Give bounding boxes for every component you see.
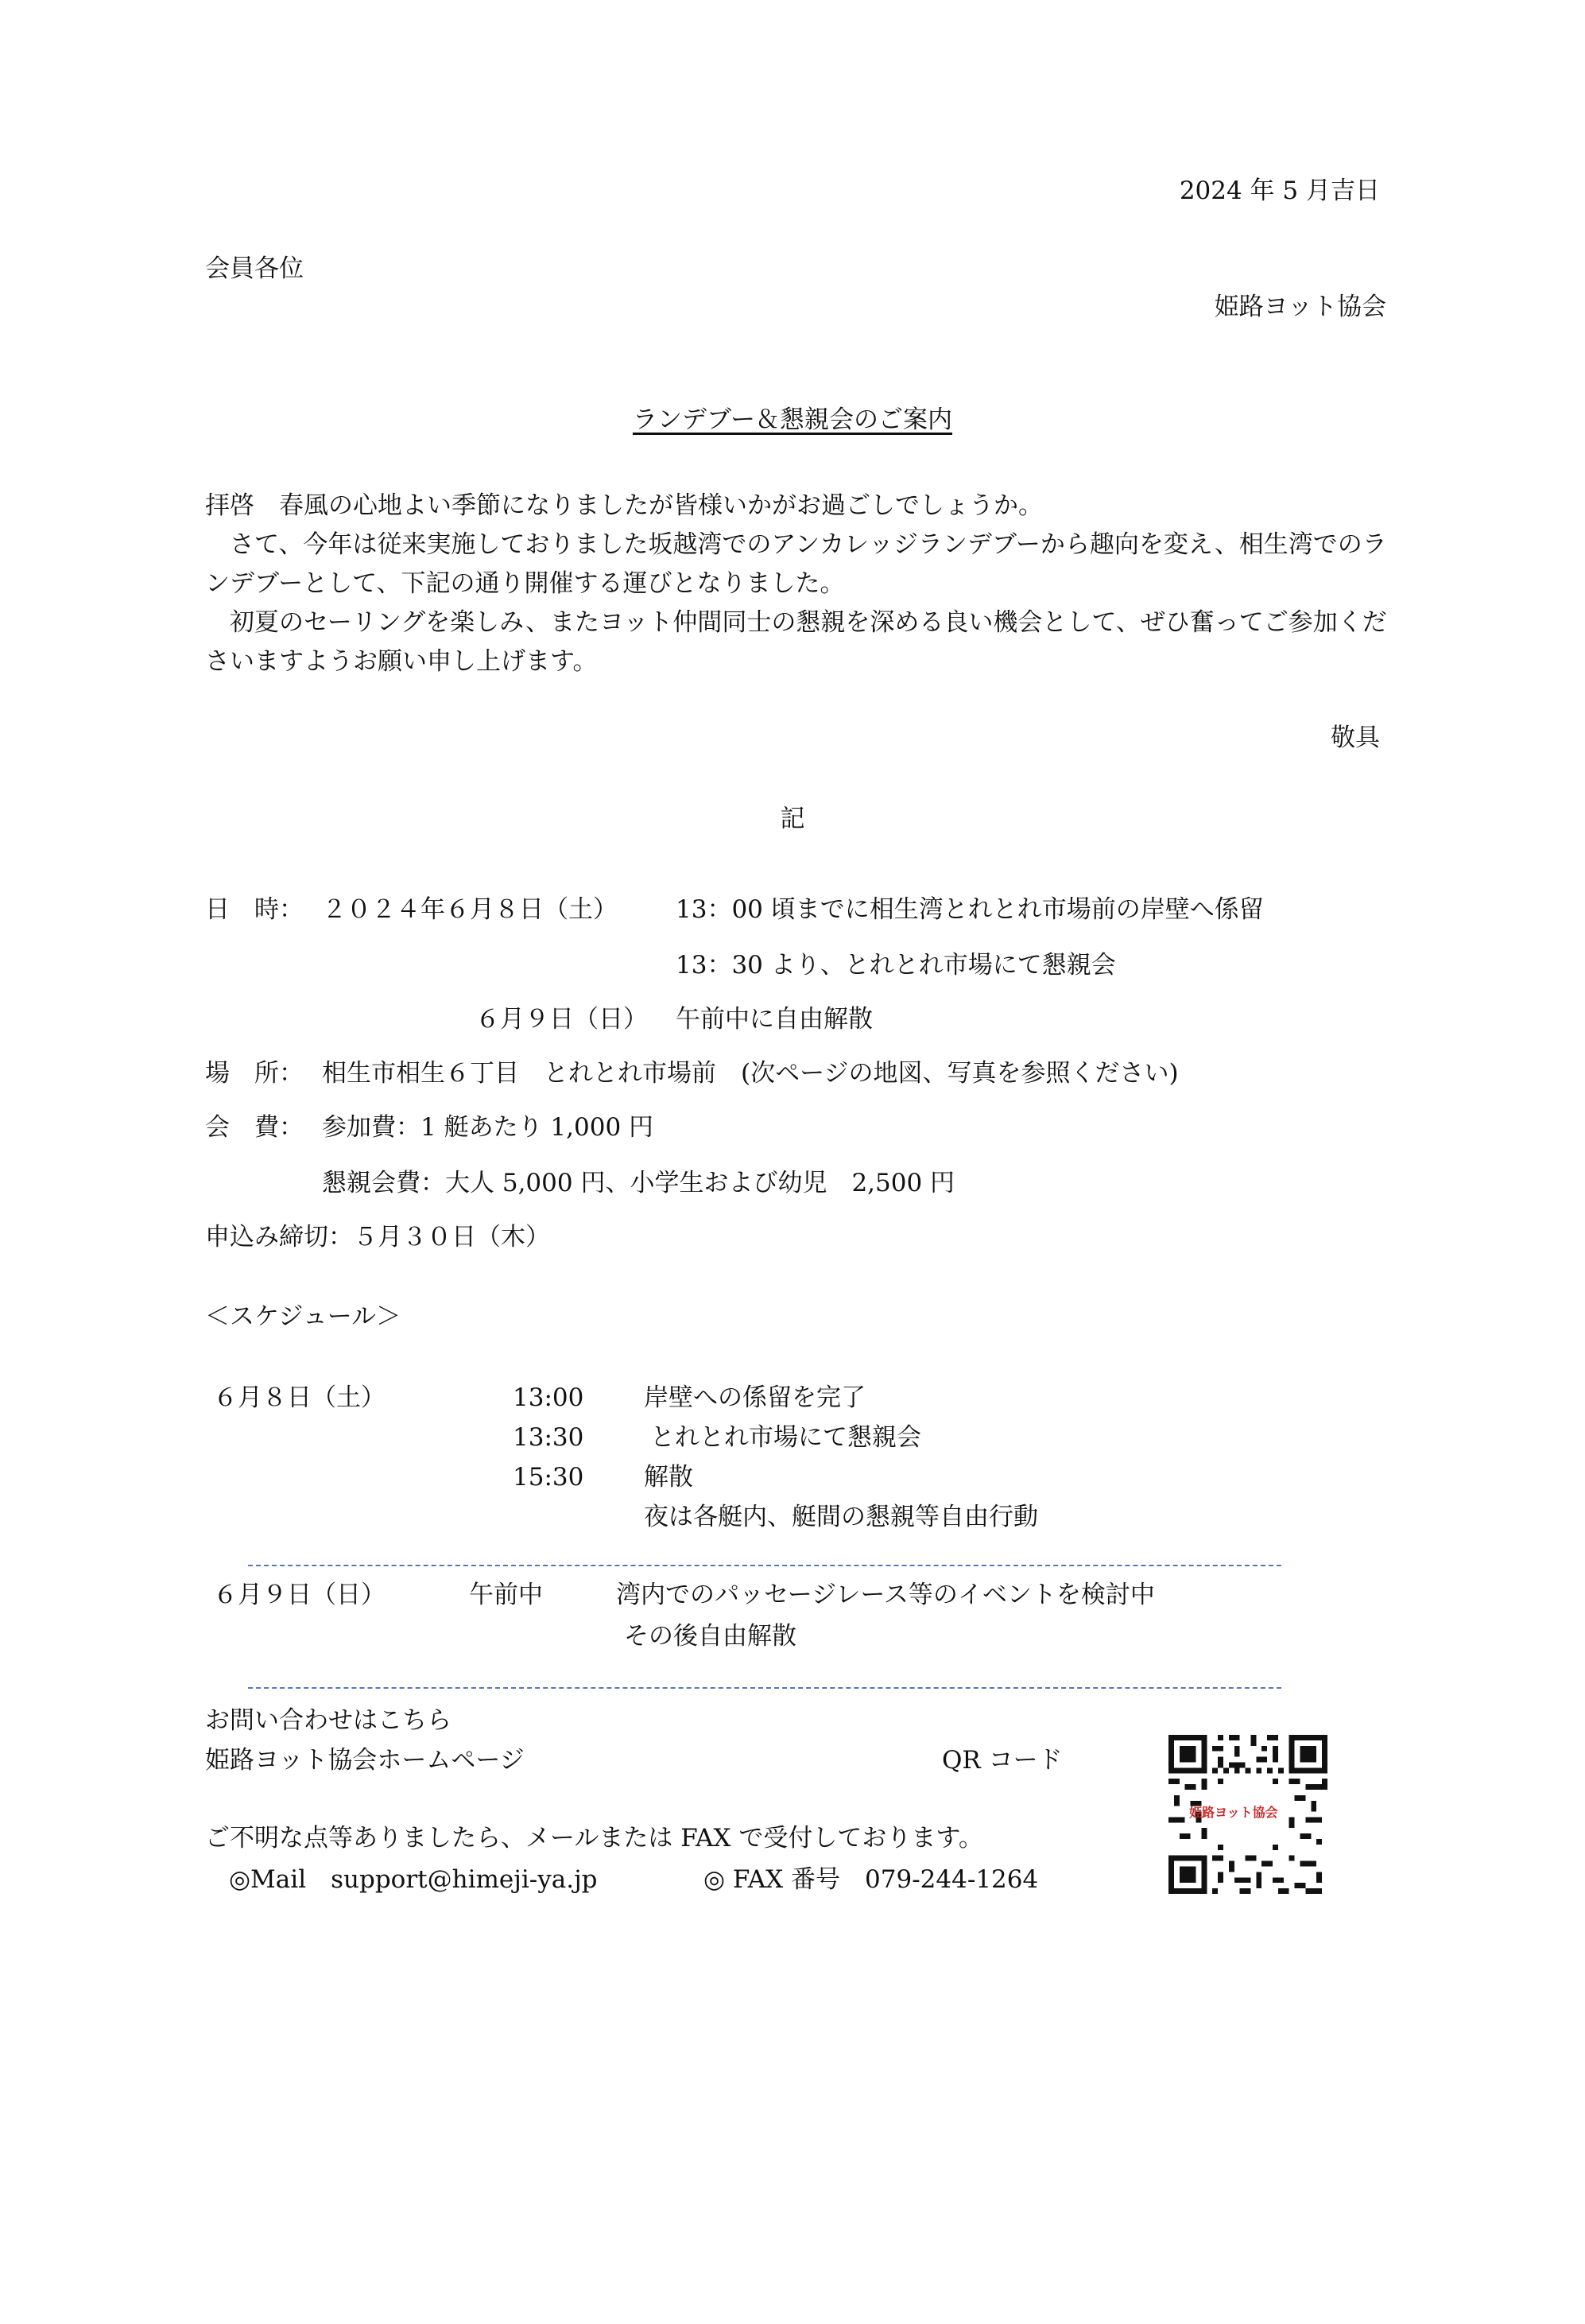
contact-heading: お問い合わせはこちら <box>205 1706 451 1735</box>
fax-number: ◎ FAX 番号 079-244-1264 <box>703 1865 1039 1894</box>
fee-participation: 参加費：1 艇あたり 1,000 円 <box>322 1113 654 1142</box>
dashed-divider <box>248 1687 1281 1689</box>
place-label: 場 所： <box>205 1059 304 1088</box>
closing: 敬具 <box>1331 724 1380 752</box>
datetime-day1: ２０２４年６月８日（土） <box>322 895 618 924</box>
schedule-heading: ＜スケジュール＞ <box>205 1302 401 1331</box>
qr-label: QR コード <box>942 1746 1063 1775</box>
document-title: ランデブー＆懇親会のご案内 <box>632 405 953 434</box>
schedule-time: 15:30 <box>513 1463 584 1492</box>
ki-heading: 記 <box>780 805 805 833</box>
schedule-item: とれとれ市場にて懇親会 <box>650 1423 921 1452</box>
homepage-link[interactable]: 姫路ヨット協会ホームページ <box>205 1746 525 1775</box>
schedule-day1-label: ６月８日（土） <box>213 1383 386 1412</box>
datetime-day2-dismiss: 午前中に自由解散 <box>676 1005 873 1034</box>
greeting-line: 拝啓 春風の心地よい季節になりましたが皆様いかがお過ごしでしょうか。 <box>205 491 1043 520</box>
schedule-day2-label: ６月９日（日） <box>213 1581 386 1609</box>
datetime-label: 日 時： <box>205 895 304 924</box>
document-date: 2024 年 5 月吉日 <box>1179 177 1380 205</box>
deadline: 申込み締切：５月３０日（木） <box>205 1223 550 1251</box>
fee-label: 会 費： <box>205 1113 304 1142</box>
schedule-time: 13:30 <box>513 1423 584 1452</box>
recipient: 会員各位 <box>205 254 304 283</box>
sender: 姫路ヨット協会 <box>1214 293 1386 321</box>
schedule-item: 解散 <box>644 1463 693 1492</box>
greeting-body <box>205 487 1389 681</box>
dashed-divider <box>248 1565 1281 1566</box>
schedule-item: 夜は各艇内、艇間の懇親等自由行動 <box>644 1503 1038 1531</box>
schedule-item: 湾内でのパッセージレース等のイベントを検討中 <box>616 1581 1155 1609</box>
body-paragraph-2: さて、今年は従来実施しておりました坂越湾でのアンカレッジランデブーから趣向を変え、相生湾でのランデブーとして、下記の通り開催する運びとなりました。 <box>205 530 1387 598</box>
place-value: 相生市相生６丁目 とれとれ市場前 (次ページの地図、写真を参照ください) <box>322 1059 1179 1088</box>
schedule-item: 岸壁への係留を完了 <box>644 1383 866 1412</box>
schedule-day2-time: 午前中 <box>469 1581 543 1609</box>
fee-party: 懇親会費：大人 5,000 円、小学生および幼児 2,500 円 <box>322 1169 955 1197</box>
schedule-time: 13:00 <box>513 1383 584 1412</box>
qr-inner-label: 姫路ヨット協会 <box>1189 1805 1278 1820</box>
datetime-day2: ６月９日（日） <box>475 1005 648 1034</box>
datetime-day1-party: 13：30 より、とれとれ市場にて懇親会 <box>676 951 1116 980</box>
mail-address[interactable]: ◎Mail support@himeji-ya.jp <box>229 1865 598 1894</box>
body-paragraph-3: 初夏のセーリングを楽しみ、またヨット仲間同士の懇親を深める良い機会として、ぜひ奮ってご参加くださいますようお願い申し上げます。 <box>205 608 1387 676</box>
contact-note: ご不明な点等ありましたら、メールまたは FAX で受付しております。 <box>205 1824 983 1853</box>
schedule-item: その後自由解散 <box>624 1622 796 1651</box>
datetime-day1-arrival: 13：00 頃までに相生湾とれとれ市場前の岸壁へ係留 <box>676 895 1264 924</box>
